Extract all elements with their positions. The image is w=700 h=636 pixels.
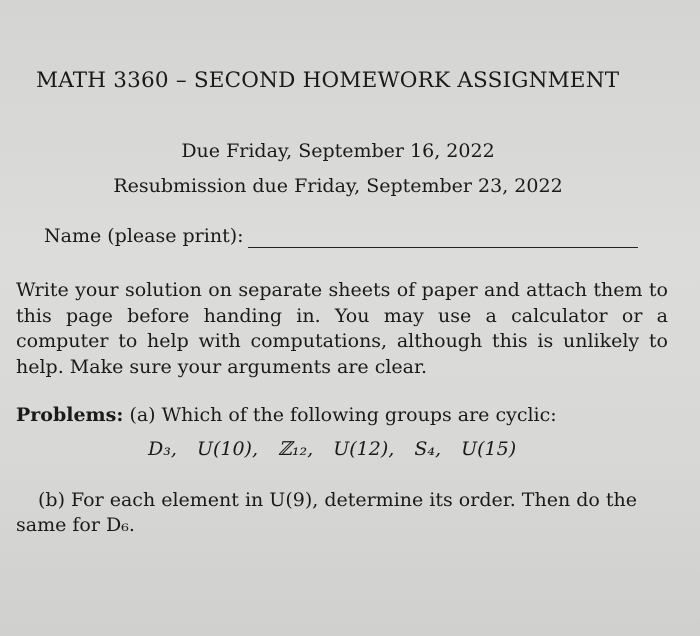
group-item: U(10), <box>196 438 258 460</box>
resubmission-date: Resubmission due Friday, September 23, 2022 <box>113 175 563 197</box>
group-item: ℤ₁₂, <box>278 438 314 460</box>
problem-a <box>16 404 557 426</box>
group-item: S₄, <box>414 438 442 460</box>
problem-b: (b) For each element in U(9), determine its order. Then do the same for D₆. <box>16 489 637 536</box>
name-blank-line <box>248 247 638 248</box>
name-label: Name (please print): <box>44 225 244 247</box>
group-item: D₃, <box>148 438 177 460</box>
group-list <box>148 438 530 460</box>
group-item: U(12), <box>333 438 395 460</box>
page-title: MATH 3360 – SECOND HOMEWORK ASSIGNMENT <box>36 68 620 93</box>
instructions-paragraph: Write your solution on separate sheets of paper and attach them to this page before handing in. You may use a calculator or a computer to help with computations, although this is unlikely to help. Make sure your arguments are clear. <box>16 279 668 378</box>
problems-heading: Problems: <box>16 404 124 426</box>
group-item: U(15) <box>461 438 517 460</box>
due-date: Due Friday, September 16, 2022 <box>181 140 495 162</box>
problem-a-text: (a) Which of the following groups are cyclic: <box>129 404 557 426</box>
